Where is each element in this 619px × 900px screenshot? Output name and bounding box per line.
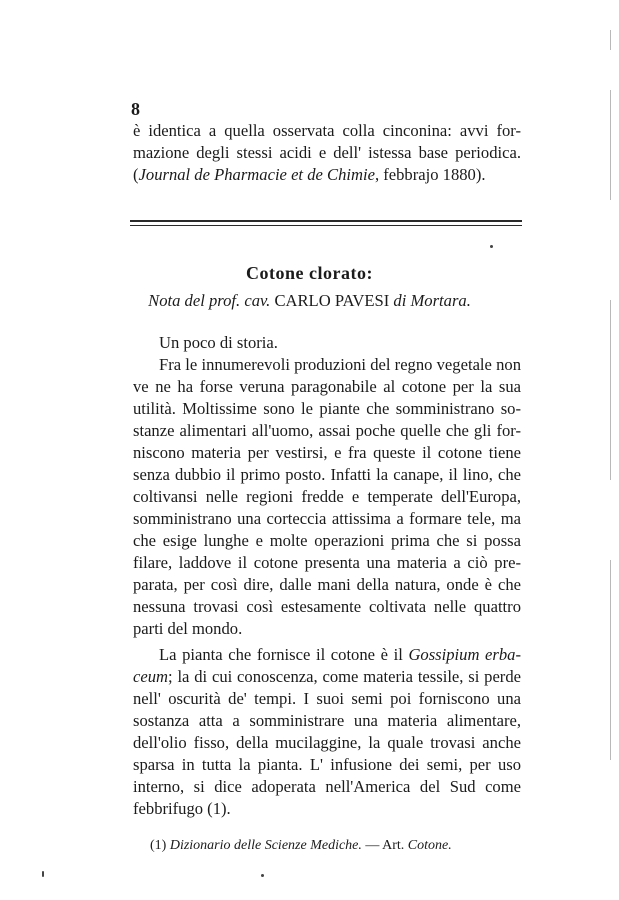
- ink-speck: [42, 871, 44, 877]
- footnote-dash: — Art.: [365, 838, 405, 853]
- ink-speck: [261, 874, 264, 877]
- para2-text: La pianta che fornisce il cotone è il: [159, 645, 409, 664]
- body-line: che esige lunghe e molte operazioni prima che si possa: [133, 531, 521, 550]
- body-line: niscono materia per vestirsi, e fra queste il cotone tiene: [133, 443, 521, 462]
- scan-edge-mark: [610, 30, 611, 50]
- body-line: filare, laddove il cotone presenta una materia a ciò pre-: [133, 553, 521, 572]
- body-line: nell' oscurità de' tempi. I suoi semi poi forniscono una: [133, 689, 521, 708]
- footnote-marker: (1): [150, 838, 167, 853]
- body-line: nessuna trovasi così estesamente coltivata nelle quattro: [133, 597, 521, 616]
- body-line: parti del mondo.: [133, 619, 243, 638]
- footnote-source: Dizionario delle Scienze Mediche.: [169, 838, 362, 853]
- scan-edge-mark: [610, 90, 611, 200]
- body-line: senza dubbio il primo posto. Infatti la canape, il lino, che: [133, 465, 521, 484]
- species-name-cont: ceum: [133, 667, 169, 686]
- scan-edge-mark: [610, 300, 611, 480]
- scan-edge-mark: [610, 560, 611, 760]
- footnote: [150, 838, 452, 854]
- body-line: parata, per così dire, dalle mani della natura, onde è che: [133, 575, 521, 594]
- body-line: [133, 667, 521, 686]
- intro-line: mazione degli stessi acidi e dell' istessa base periodica.: [133, 143, 521, 162]
- author-name: CARLO PAVESI: [274, 291, 390, 310]
- byline-prefix: Nota del prof. cav.: [148, 291, 271, 310]
- body-line: sostanza atta a somministrare una materia alimentare,: [133, 711, 521, 730]
- section-heading: Un poco di storia.: [159, 333, 278, 352]
- para2-text: ; la di cui conoscenza, come materia tessile, si perde: [168, 667, 521, 686]
- body-line: [133, 645, 521, 664]
- body-line: utilità. Moltissime sono le piante che somministrano so-: [133, 399, 521, 418]
- body-line: stanze alimentari all'uomo, assai poche quelle che gli for-: [133, 421, 521, 440]
- footnote-entry: Cotone.: [407, 838, 452, 853]
- byline-suffix: di Mortara.: [393, 291, 471, 310]
- section-rule-bottom: [130, 225, 522, 226]
- journal-title: Journal de Pharmacie et de Chimie: [138, 165, 375, 184]
- species-name: Gossipium erba-: [408, 645, 521, 664]
- article-title: Cotone clorato:: [246, 263, 373, 283]
- page-number: 8: [131, 99, 140, 119]
- article-byline: [0, 291, 619, 311]
- body-line: ve ne ha forse veruna paragonabile al cotone per la sua: [133, 377, 521, 396]
- ink-speck: [490, 245, 493, 248]
- body-line: sparsa in tutta la pianta. L' infusione dei semi, per uso: [133, 755, 521, 774]
- citation: [133, 165, 521, 184]
- section-rule-top: [130, 220, 522, 222]
- body-line: Fra le innumerevoli produzioni del regno vegetale non: [159, 355, 521, 374]
- body-line: interno, si dice adoperata nell'America del Sud come: [133, 777, 521, 796]
- intro-line: è identica a quella osservata colla cinconina: avvi for-: [133, 121, 521, 140]
- body-line: febbrifugo (1).: [133, 799, 231, 818]
- body-line: dell'olio fisso, della mucilaggine, la quale trovasi anche: [133, 733, 521, 752]
- citation-date: , febbrajo 1880).: [374, 165, 486, 184]
- citation-open: (: [133, 165, 139, 184]
- body-line: somministrano una corteccia attissima a formare tele, ma: [133, 509, 521, 528]
- body-line: coltivansi nelle regioni fredde e temperate dell'Europa,: [133, 487, 521, 506]
